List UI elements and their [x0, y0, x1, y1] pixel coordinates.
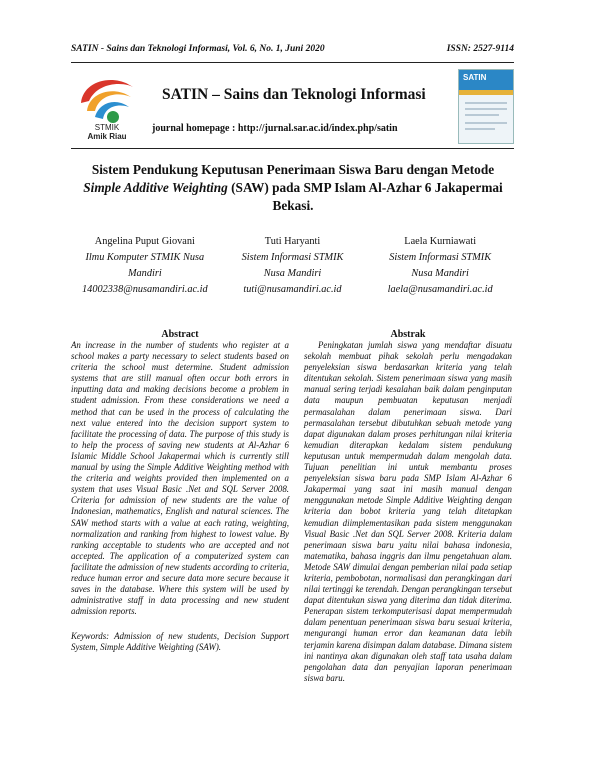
running-header — [71, 44, 514, 54]
cover-text-line — [465, 122, 507, 124]
cover-text-line — [465, 114, 499, 116]
author-list — [71, 234, 514, 298]
header-rule-top — [71, 62, 514, 63]
journal-cover-thumbnail — [458, 69, 514, 144]
author-2 — [219, 234, 367, 298]
paper-title-italic: Simple Additive Weighting — [83, 180, 228, 195]
abstrak-body: Peningkatan jumlah siswa yang mendaftar disuatu sekolah membuat pihak sekolah perlu mengadakan penyeleksian siswa berdasarkan kriteria yang telah ditentukan sekolah. Sistem penerimaan siswa yang masih manual sering terjadi kesalahan baik dalam penginputan data maupun pembuatan keputusan menjadi permasalahan dalam penerimaan siswa. Dari permasalahan tersebut dibutuhkan sebuah metode yang dapat digunakan dalam proses perhitungan nilai kriteria kemudian diterapkan kedalam sistem pendukung keputusan untuk mempermudah dalam mengolah data. Tujuan penelitian ini untuk membantu proses penyeleksian siswa baru pada SMP Islam Al-Azhar 6 Jakapermai yang saat ini masih manual dengan menggunakan metode Simple Additive Weighting dengan kriteria dan bobot kriteria yang telah ditetapkan kemudian diimplementasikan pada sistem menggunakan Visual Basic .Net dan SQL Server 2008. Kriteria dalam penerimaan siswa baru yaitu nilai bahasa indonesia, matematika, bahasa inggris dan ilmu pengetahuan alam. Metode SAW dimulai dengan pemberian nilai pada setiap kriteria, pembobotan, normalisasi dan perangkingan dari nilai tertinggi ke terendah. Dengan perangkingan tersebut dapat ditentukan siswa yang diterima dan tidak diterima. Penerapan sistem terkomputerisasi dapat mempermudah dalam penentuan penerimaan siswa baru sesuai kriteria, mengurangi human error dan keamanan data lebih terjamin karena disimpan dalam database. Dimana sistem ini nantinya akan digunakan oleh staff tata usaha dalam pengolahan data dan penyajian laporan penerimaan siswa baru. — [304, 340, 512, 683]
author-email: 14002338@nusamandiri.ac.id — [82, 284, 208, 295]
paper-title-part1: Sistem Pendukung Keputusan Penerimaan Siswa Baru dengan Metode — [91, 162, 495, 177]
author-affiliation: Sistem Informasi STMIK — [389, 252, 492, 263]
cover-title: SATIN — [463, 73, 487, 82]
logo-caption-amik: Amik Riau — [87, 132, 127, 141]
paper-title-part2: (SAW) pada SMP Islam Al-Azhar 6 Jakapermai Bekasi. — [227, 180, 503, 213]
abstract-column — [71, 329, 289, 654]
journal-homepage: journal homepage : http://jurnal.sar.ac.id/index.php/satin — [152, 123, 398, 134]
running-header-journal: SATIN - Sains dan Teknologi Informasi, Vol. 6, No. 1, Juni 2020 — [71, 44, 325, 54]
cover-text-line — [465, 128, 495, 130]
running-header-issn: ISSN: 2527-9114 — [446, 44, 514, 54]
author-affiliation: Ilmu Komputer STMIK Nusa — [85, 252, 205, 263]
header-rule-bottom — [71, 148, 514, 149]
author-affiliation: Sistem Informasi STMIK — [241, 252, 344, 263]
logo-caption-stmik: STMIK — [94, 123, 120, 132]
author-3 — [366, 234, 514, 298]
paper-title — [72, 161, 514, 215]
journal-title: SATIN – Sains dan Teknologi Informasi — [162, 86, 426, 103]
abstract-heading: Abstract — [161, 329, 199, 340]
author-1 — [71, 234, 219, 298]
author-email: laela@nusamandiri.ac.id — [387, 284, 493, 295]
abstrak-column — [304, 329, 512, 684]
author-email: tuti@nusamandiri.ac.id — [243, 284, 342, 295]
author-name: Laela Kurniawati — [404, 236, 477, 247]
author-affiliation-cont: Nusa Mandiri — [263, 268, 322, 279]
cover-text-line — [465, 102, 507, 104]
author-name: Tuti Haryanti — [264, 236, 321, 247]
cover-text-line — [465, 108, 507, 110]
abstract-body: An increase in the number of students who register at a school makes a party necessary to select students based on criteria the school must determine. Student admission systems that are still manual often occur both errors in inputting data and making decisions become a problem in student admission. From these considerations we need a method that can be used in the process of calculating the next value entered into the decision support system to facilitate the processing of data. The purpose of this study is to help the process of saving new students at Al-Azhar 6 Islamic Middle School Jakapermai which is currently still manual by using the Simple Additive Weighting method with the criteria and weights provided then implemented on a system that uses Visual Basic .Net and SQL Server 2008. Criteria for admission of new students are the value of Indonesian, mathematics, English and natural sciences. The SAW method starts with a value at each rating, weighting, normalization and ranking from highest to lowest value. By ranking acceptable to students who are accepted and not accepted. The application of a computerized system can facilitate the admission of new students according to criteria, reduce human error and secure data more secure because it saves in the database. Where this system will be used by administrative staff in data processing and new student admission reports. — [71, 340, 289, 617]
abstrak-heading: Abstrak — [390, 329, 426, 340]
author-affiliation-cont: Nusa Mandiri — [411, 268, 469, 279]
author-affiliation-cont: Mandiri — [127, 268, 162, 279]
author-name: Angelina Puput Giovani — [94, 236, 195, 247]
cover-accent — [459, 90, 513, 95]
abstract-keywords: Keywords: Admission of new students, Decision Support System, Simple Additive Weighting (SAW). — [71, 631, 289, 653]
